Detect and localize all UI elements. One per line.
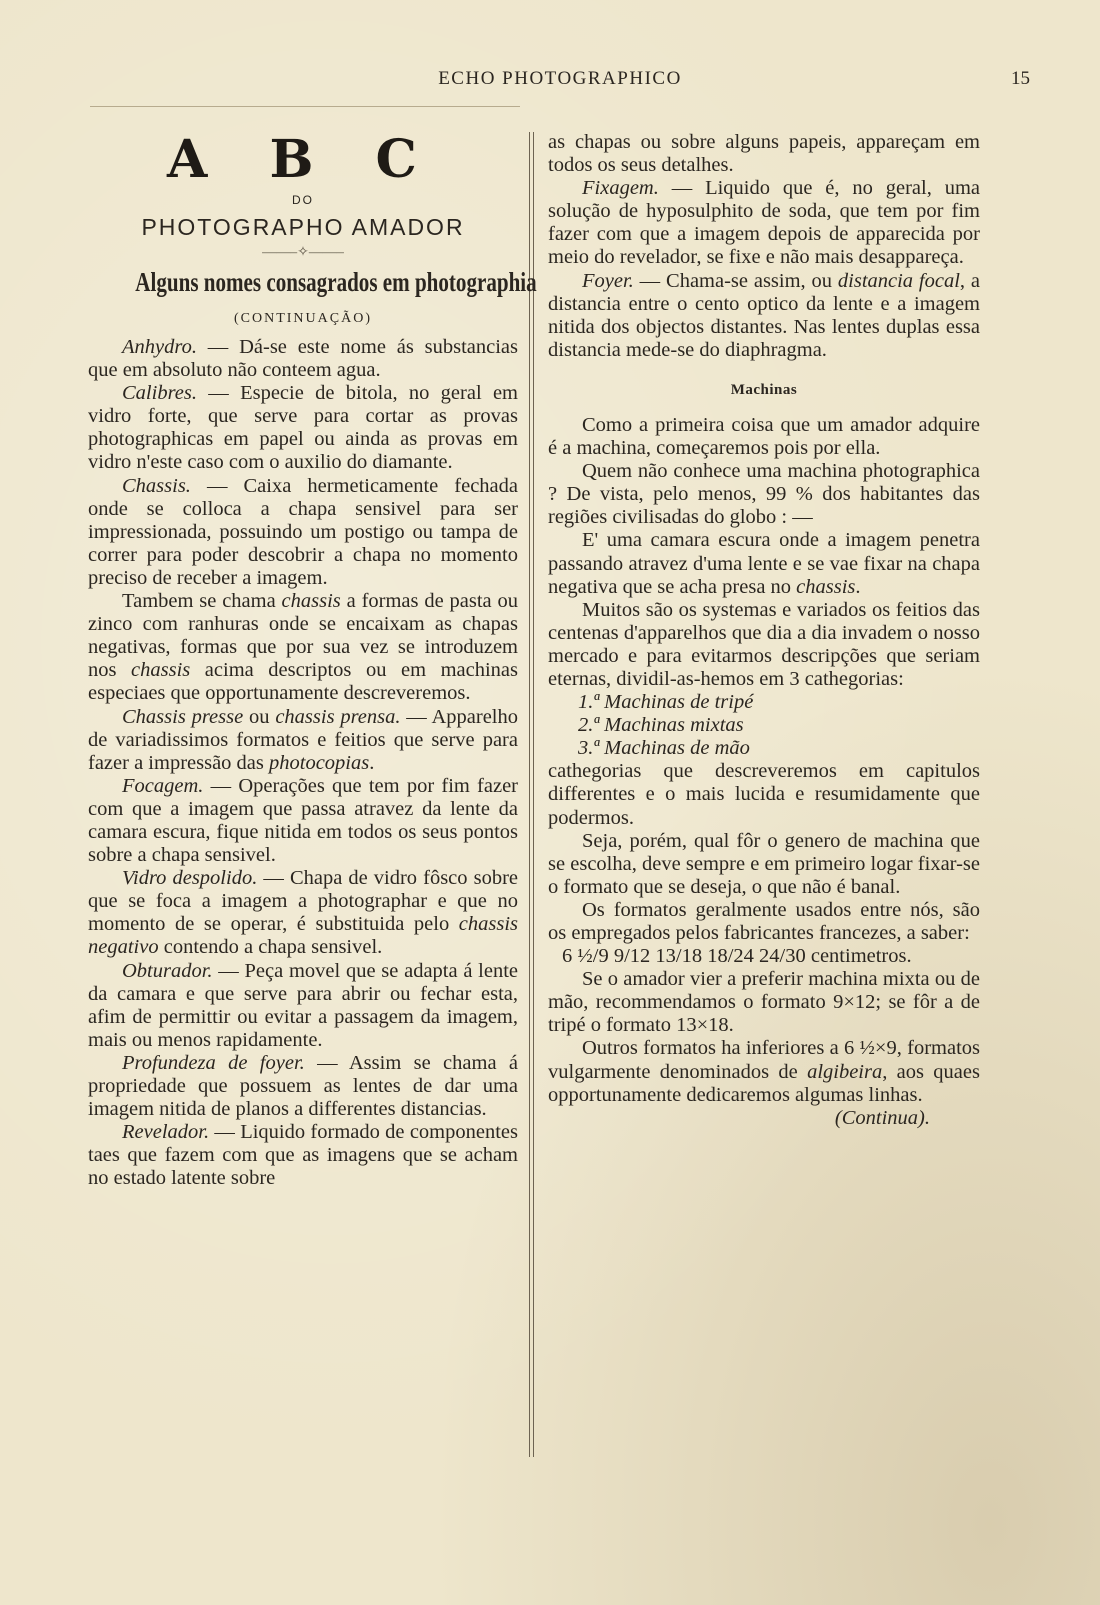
revelador-continuation: as chapas ou sobre alguns papeis, appareçam em todos os seus detalhes. [548, 131, 980, 177]
list-item: 3.ª Machinas de mão [578, 737, 750, 760]
abc-title: A B C [167, 129, 439, 190]
ornament-divider: ——–✧——– [262, 245, 344, 260]
title-amador: PHOTOGRAPHO AMADOR [141, 214, 465, 240]
article-subtitle: Alguns nomes consagrados em photographia [135, 267, 537, 297]
entry-focagem: Focagem. — Operações que tem por fim fazer com que a imagem que passa atravez da lente da camara escura, fique nitida em todos os seus pontos sobre a chapa sensivel. [88, 774, 518, 867]
entry-fixagem: Fixagem. — Liquido que é, no geral, uma solução de hyposulphito de soda, que tem por fim fazer com que a imagem depois de apparecida por meio do revelador, se fixe e não mais desappareça. [548, 177, 980, 269]
entry-calibres: Calibres. — Especie de bitola, no geral em vidro forte, que serve para cortar as provas photographicas em papel ou ainda as provas em vidro n'este caso com o auxilio do diamante. [88, 382, 518, 474]
paragraph: cathegorias que descreveremos em capitulos differentes e o mais lucida e resumidamente que podermos. [548, 760, 980, 829]
entry-chassis-cont: Tambem se chama chassis a formas de pasta ou zinco com ranhuras onde se encaixam as chapas negativas, formas que por sua vez se introduzem nos chassis acima descriptos ou em machinas especiaes que opportunamente descreveremos. [88, 590, 519, 705]
entry-chassis: Chassis. — Caixa hermeticamente fechada onde se colloca a chapa sensivel para ser impressionada, possuindo um postigo ou tampa de correr para poder descobrir a chapa no momento preciso de receber a imagem. [88, 474, 518, 589]
paragraph: Outros formatos ha inferiores a 6 ½×9, formatos vulgarmente denominados de algibeira, aos quaes opportunamente dedicaremos algumas linhas. [548, 1037, 980, 1106]
list-item: 1.ª Machinas de tripé [578, 691, 754, 714]
paragraph: Seja, porém, qual fôr o genero de machina que se escolha, deve sempre e em primeiro logar fixar-se o formato que se deseja, o que não é banal. [548, 829, 980, 898]
paragraph: Se o amador vier a preferir machina mixta ou de mão, recommendamos o formato 9×12; se fôr a de tripé o formato 13×18. [548, 968, 980, 1037]
entry-revelador: Revelador. — Liquido formado de componentes taes que fazem com que as imagens que se acham no estado latente sobre [88, 1121, 518, 1190]
section-title-machinas: Machinas [730, 381, 798, 398]
paragraph: Quem não conhece uma machina photographica ? De vista, pelo menos, 99 % dos habitantes das regiões civilisadas do globo : — [548, 460, 980, 529]
formats-line: 6 ½/9 9/12 13/18 18/24 24/30 centimetros. [562, 945, 912, 968]
header-divider [90, 106, 520, 107]
list-item: 2.ª Machinas mixtas [578, 714, 744, 737]
entry-foyer: Foyer. — Chama-se assim, ou distancia focal, a distancia entre o cento optico da lente e a imagem nitida dos objectos distantes. Nas lentes duplas essa distancia mede-se do diaphragma. [548, 269, 980, 361]
title-do: DO [292, 193, 314, 207]
paragraph: Os formatos geralmente usados entre nós, são os empregados pelos fabricantes francezes, a saber: [548, 898, 980, 944]
machine-categories-list [548, 691, 980, 760]
entry-profundeza: Profundeza de foyer. — Assim se chama á propriedade que possuem as lentes de dar uma imagem nitida de planos a differentes distancias. [88, 1051, 518, 1121]
entry-chassis-presse: Chassis presse ou chassis prensa. — Apparelho de variadissimos formatos e feitios que serve para fazer a impressão das photocopias. [88, 705, 518, 774]
continua-note: (Continua). [834, 1106, 930, 1129]
page-header [90, 68, 1030, 98]
column-divider [529, 132, 534, 1457]
entry-vidro-despolido: Vidro despolido. — Chapa de vidro fôsco sobre que se foca a imagem a photographar e que no momento de se operar, é substituida pelo chassis negativo contendo a chapa sensivel. [88, 867, 518, 959]
entry-obturador: Obturador. — Peça movel que se adapta á lente da camara e que serve para abrir ou fechar esta, afim de permittir ou evitar a passagem da imagem, mais ou menos rapidamente. [88, 959, 518, 1051]
paragraph: Muitos são os systemas e variados os feitios das centenas d'apparelhos que dia a dia invadem o nosso mercado e para evitarmos descripções que seriam eternas, dividil-as-hemos em 3 cathegorias: [548, 598, 980, 690]
page-number: 15 [1011, 68, 1030, 89]
paragraph: E' uma camara escura onde a imagem penetra passando atravez d'uma lente e se vae fixar na chapa negativa que se acha presa no chassis. [548, 529, 980, 598]
right-column [548, 131, 980, 1130]
left-column [88, 129, 537, 1190]
continuation-note: (CONTINUAÇÃO) [234, 311, 372, 326]
paragraph: Como a primeira coisa que um amador adquire é a machina, começaremos pois por ella. [548, 413, 980, 460]
entry-anhydro: Anhydro. — Dá-se este nome ás substancias que em absoluto não conteem agua. [88, 336, 518, 382]
running-title: ECHO PHOTOGRAPHICO [438, 68, 682, 89]
